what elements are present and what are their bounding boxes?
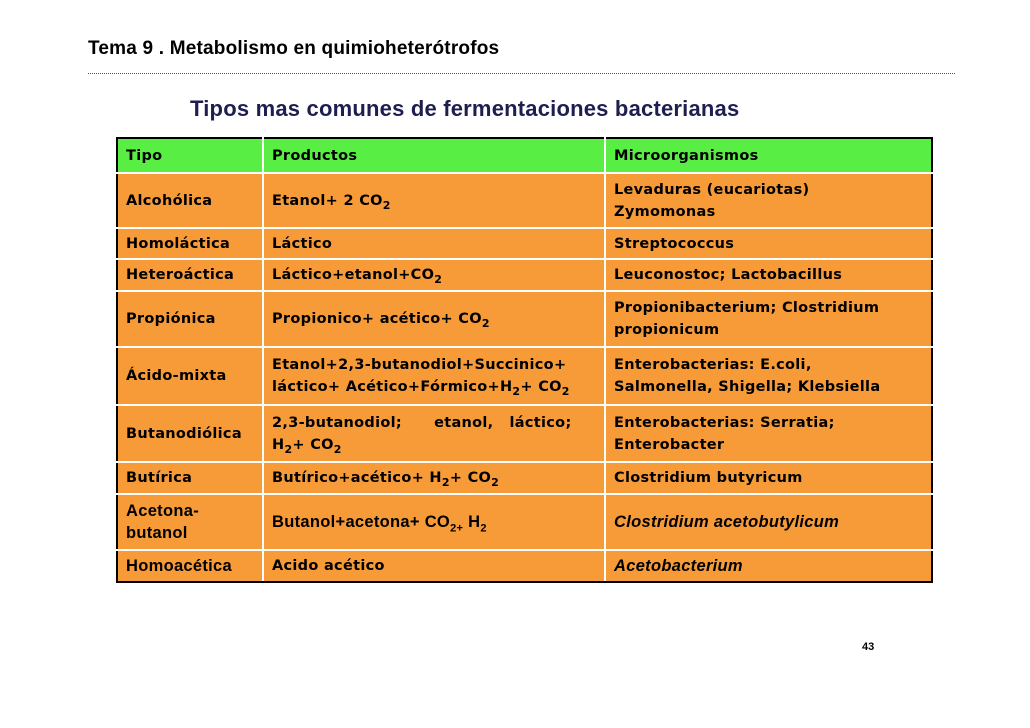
cell-tipo: Heteroáctica [117,259,263,291]
table-row [117,259,932,291]
header-tipo: Tipo [117,138,263,173]
cell-microorganismos: Acetobacterium [605,550,932,582]
table-row [117,347,932,405]
cell-microorganismos: Enterobacterias: Serratia; Enterobacter [605,405,932,462]
cell-microorganismos: Clostridium butyricum [605,462,932,494]
table-row [117,291,932,347]
cell-productos: $Láctico+etanol+CO_2$ [263,259,605,291]
slide-title: Tema 9 . Metabolismo en quimioheterótrofos [88,38,500,59]
cell-tipo: Butanodiólica [117,405,263,462]
cell-productos: 2,3-butanodiol; etanol, láctico; $H_2+ CO_2$ [263,405,605,462]
fermentation-table [116,137,933,583]
table-row [117,462,932,494]
cell-productos: Propionico+ acético+ $CO_2$ [263,291,605,347]
cell-microorganismos: Propionibacterium; Clostridium propionicum [605,291,932,347]
cell-tipo: Acetona- butanol [117,494,263,550]
cell-microorganismos: Leuconostoc; Lactobacillus [605,259,932,291]
cell-microorganismos: Streptococcus [605,228,932,259]
table-row [117,173,932,228]
cell-tipo: Homoacética [117,550,263,582]
table-row [117,494,932,550]
header-productos: Productos [263,138,605,173]
cell-productos: Láctico [263,228,605,259]
cell-tipo: Ácido-mixta [117,347,263,405]
cell-productos: Etanol+2,3-butanodiol+Succinico+ láctico+ $Acético+Fórmico+H_2+ CO_2$ [263,347,605,405]
table-header-row [117,138,932,173]
cell-tipo: Alcohólica [117,173,263,228]
cell-tipo: Butírica [117,462,263,494]
dotted-divider [88,73,955,74]
cell-microorganismos: Clostridium acetobutylicum [605,494,932,550]
cell-tipo: Propiónica [117,291,263,347]
page-number: 43 [862,641,875,653]
cell-microorganismos: Levaduras (eucariotas) Zymomonas [605,173,932,228]
cell-productos: Acido acético [263,550,605,582]
table-title: Tipos mas comunes de fermentaciones bacterianas [190,96,740,121]
cell-productos: Etanol+ 2 $CO_2$ [263,173,605,228]
header-microorganismos: Microorganismos [605,138,932,173]
cell-productos: Butanol+acetona+ $CO_{2+}$ $H_2$ [263,494,605,550]
table-row [117,228,932,259]
cell-microorganismos: Enterobacterias: E.coli, Salmonella, Shigella; Klebsiella [605,347,932,405]
table-row [117,405,932,462]
cell-tipo: Homoláctica [117,228,263,259]
table-row [117,550,932,582]
cell-productos: Butírico+acético+ $H_2+ CO_2$ [263,462,605,494]
